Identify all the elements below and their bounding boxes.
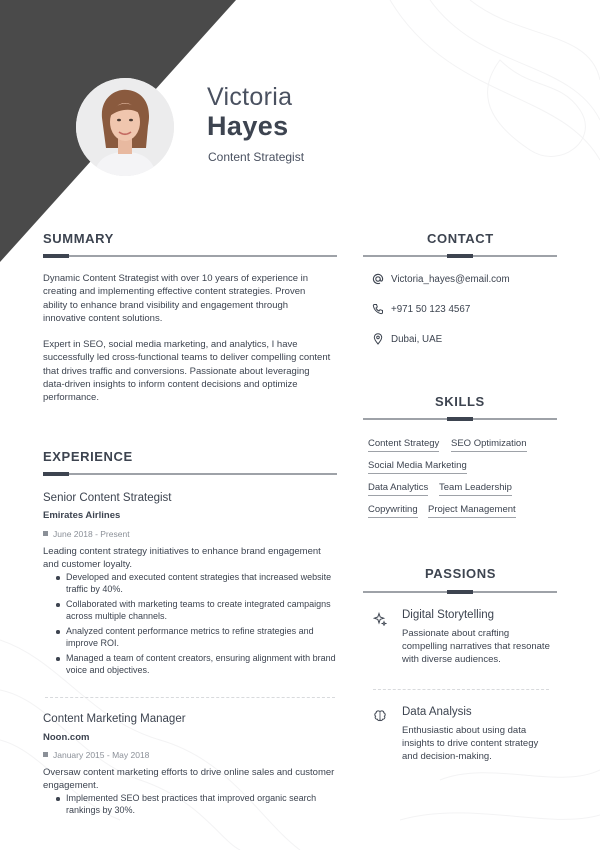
summary-heading: SUMMARY: [43, 231, 114, 246]
passions-heading: PASSIONS: [425, 566, 497, 581]
passion-2-description: Enthusiastic about using data insights to drive content strategy and decision-making.: [402, 725, 539, 762]
job-2-description: Oversaw content marketing efforts to drive online sales and customer engagement.: [43, 767, 335, 791]
passion-1-description: Passionate about crafting compelling narratives that resonate with diverse audiences.: [402, 628, 550, 665]
summary-rule-accent: [43, 254, 69, 258]
job-1-company: Emirates Airlines: [43, 510, 121, 521]
job-2-title: Content Marketing Manager: [43, 713, 186, 725]
passion-1-title: Digital Storytelling: [402, 609, 495, 621]
skill-tag: Copywriting: [368, 504, 418, 518]
summary-paragraph-2: Expert in SEO, social media marketing, and analytics, I have successfully led cross-functional teams to deliver compelling content that drives traffic and conversions. Passionate about leveraging data-driven insights to inform content decisions and optimize performance.: [43, 339, 331, 404]
passion-2-title: Data Analysis: [402, 706, 472, 718]
contact-heading: CONTACT: [427, 231, 494, 246]
contact-rule-accent: [447, 254, 473, 258]
experience-heading: EXPERIENCE: [43, 449, 133, 464]
phone-icon: [372, 303, 384, 315]
experience-rule: [43, 473, 337, 475]
last-name: Hayes: [207, 111, 289, 141]
skill-tag: Social Media Marketing: [368, 460, 467, 474]
job-1-dates: [43, 529, 130, 539]
list-item: Managed a team of content creators, ensuring alignment with brand voice and objectives.: [54, 653, 338, 676]
skill-tag: Content Strategy: [368, 438, 439, 452]
date-marker-icon: [43, 752, 48, 757]
summary-paragraph-1: Dynamic Content Strategist with over 10 years of experience in creating and implementing effective content strategies. Proven ability to enhance brand visibility and engagement through innovative content solutions.: [43, 273, 309, 324]
portrait-photo-icon: [76, 78, 174, 176]
skill-tag: Project Management: [428, 504, 516, 518]
experience-rule-accent: [43, 472, 69, 476]
list-item: Collaborated with marketing teams to create integrated campaigns across multiple channels.: [54, 599, 338, 622]
at-icon: [372, 273, 384, 285]
job-1-bullets: [54, 572, 338, 680]
location-text: Dubai, UAE: [391, 333, 443, 345]
skill-tag: Team Leadership: [439, 482, 512, 496]
brain-icon: [373, 709, 387, 723]
skills-heading: SKILLS: [435, 394, 485, 409]
skill-tag: Data Analytics: [368, 482, 428, 496]
list-item: Analyzed content performance metrics to refine strategies and improve ROI.: [54, 626, 338, 649]
job-2-dates-text: January 2015 - May 2018: [53, 750, 150, 760]
job-title: Content Strategist: [208, 150, 305, 164]
summary-rule: [43, 255, 337, 257]
skills-rule-accent: [447, 417, 473, 421]
job-2-dates: [43, 750, 149, 760]
profile-photo: [76, 78, 174, 176]
job-divider: [45, 697, 335, 698]
list-item: Implemented SEO best practices that improved organic search rankings by 30%.: [54, 793, 338, 816]
list-item: Developed and executed content strategies that increased website traffic by 40%.: [54, 572, 338, 595]
job-1-description: Leading content strategy initiatives to enhance brand engagement and customer loyalty.: [43, 546, 321, 570]
job-2-bullets: [54, 793, 338, 820]
passions-rule-accent: [447, 590, 473, 594]
phone-text: +971 50 123 4567: [391, 303, 471, 315]
first-name: Victoria: [207, 83, 293, 111]
contact-location: [372, 333, 442, 345]
job-1-title: Senior Content Strategist: [43, 492, 172, 504]
skill-tag: SEO Optimization: [451, 438, 527, 452]
contact-email[interactable]: [372, 273, 510, 285]
date-marker-icon: [43, 531, 48, 536]
sparkle-icon: [373, 612, 387, 626]
job-1-dates-text: June 2018 - Present: [53, 529, 130, 539]
passion-divider: [373, 689, 549, 690]
contact-phone[interactable]: [372, 303, 470, 315]
job-2-company: Noon.com: [43, 732, 90, 743]
email-text: Victoria_hayes@email.com: [391, 273, 510, 285]
location-pin-icon: [372, 333, 384, 345]
